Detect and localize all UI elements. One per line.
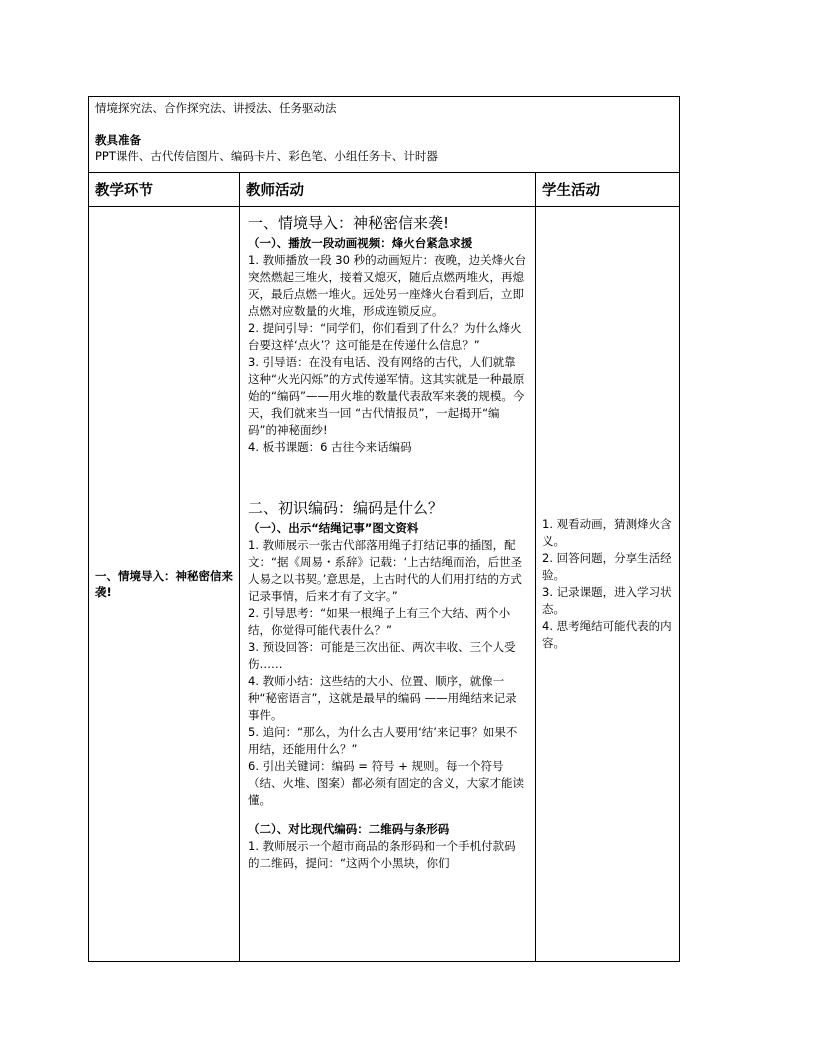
section2-subtitle: （一）、出示“结绳记事”图文资料	[248, 521, 419, 535]
teacher-activity-cell	[240, 207, 536, 962]
spacer	[248, 456, 527, 498]
spacer	[248, 809, 527, 821]
section1-item: 3. 引导语：在没有电话、没有网络的古代，人们就靠这种“火光闪烁”的方式传递军情。这其实就是一种最原始的“编码”——用火堆的数量代表敌军来袭的规模。今天，我们就来当一回 “古代情报员”，一起揭开“编码”的神秘面纱!	[248, 355, 525, 437]
prep-row	[89, 97, 680, 173]
section2-item: 5. 追问：“那么，为什么古人要用‘结’来记事？如果不用结，还能用什么？”	[248, 725, 518, 756]
teaching-methods: 情境探究法、合作探究法、讲授法、任务驱动法	[95, 101, 337, 115]
student-item: 1. 观看动画，猜测烽火含义。	[542, 517, 672, 548]
section2-item: 4. 教师小结：这些结的大小、位置、顺序，就像一种“秘密语言”，这就是最早的编码 ——用绳结来记录事件。	[248, 674, 517, 722]
header-teacher: 教师活动	[240, 173, 536, 207]
section2-item: 1. 教师展示一张古代部落用绳子打结记事的插图，配文：“据《周易・系辞》记载：‘上古结绳而治，后世圣人易之以书契。’意思是，上古时代的人们用打结的方式记录事情，后来才有了文字。”	[248, 538, 523, 603]
section1-subtitle: （一）、播放一段动画视频：烽火台紧急求援	[248, 236, 473, 250]
lesson-plan-table	[88, 96, 680, 962]
section2-item: 3. 预设回答：可能是三次出征、两次丰收、三个人受伤……	[248, 640, 516, 671]
section2-subtitle-2: （二）、对比现代编码：二维码与条形码	[248, 822, 450, 836]
section1-item: 4. 板书课题：6 古往今来话编码	[248, 440, 412, 454]
header-student: 学生活动	[536, 173, 680, 207]
tools-list: PPT课件、古代传信图片、编码卡片、彩色笔、小组任务卡、计时器	[95, 149, 438, 163]
student-item: 2. 回答问题，分享生活经验。	[542, 551, 672, 582]
student-item: 4. 思考绳结可能代表的内容。	[542, 619, 672, 650]
header-step: 教学环节	[89, 173, 240, 207]
prep-cell	[89, 97, 680, 173]
section1-item: 1. 教师播放一段 30 秒的动画短片：夜晚，边关烽火台突然燃起三堆火，接着又熄灭，随后点燃两堆火，再熄灭，最后点燃一堆火。远处另一座烽火台看到后，立即点燃对应数量的火堆，形成连锁反应。	[248, 253, 527, 318]
section1-title: 一、情境导入：神秘密信来袭!	[248, 214, 450, 232]
content-row	[89, 207, 680, 962]
spacer	[95, 116, 673, 132]
tools-heading: 教具准备	[95, 133, 141, 147]
section2-title: 二、初识编码：编码是什么？	[248, 499, 444, 517]
section2-item: 2. 引导思考：“如果一根绳子上有三个大结、两个小结，你觉得可能代表什么？”	[248, 606, 511, 637]
student-item: 3. 记录课题，进入学习状态。	[542, 585, 672, 616]
section2-item: 6. 引出关键词：编码 = 符号 + 规则。每一个符号（结、火堆、图案）都必须有固定的含义，大家才能读懂。	[248, 759, 524, 807]
student-activity-cell	[536, 207, 680, 962]
header-row	[89, 173, 680, 207]
step-label: 一、情境导入：神秘密信来袭!	[89, 207, 240, 962]
lesson-plan-page	[88, 96, 679, 962]
section2-sub2-item: 1. 教师展示一个超市商品的条形码和一个手机付款码的二维码，提问：“这两个小黑块，你们	[248, 839, 516, 870]
section1-item: 2. 提问引导：“同学们，你们看到了什么？为什么烽火台要这样‘点火’？这可能是在传递什么信息？”	[248, 321, 522, 352]
